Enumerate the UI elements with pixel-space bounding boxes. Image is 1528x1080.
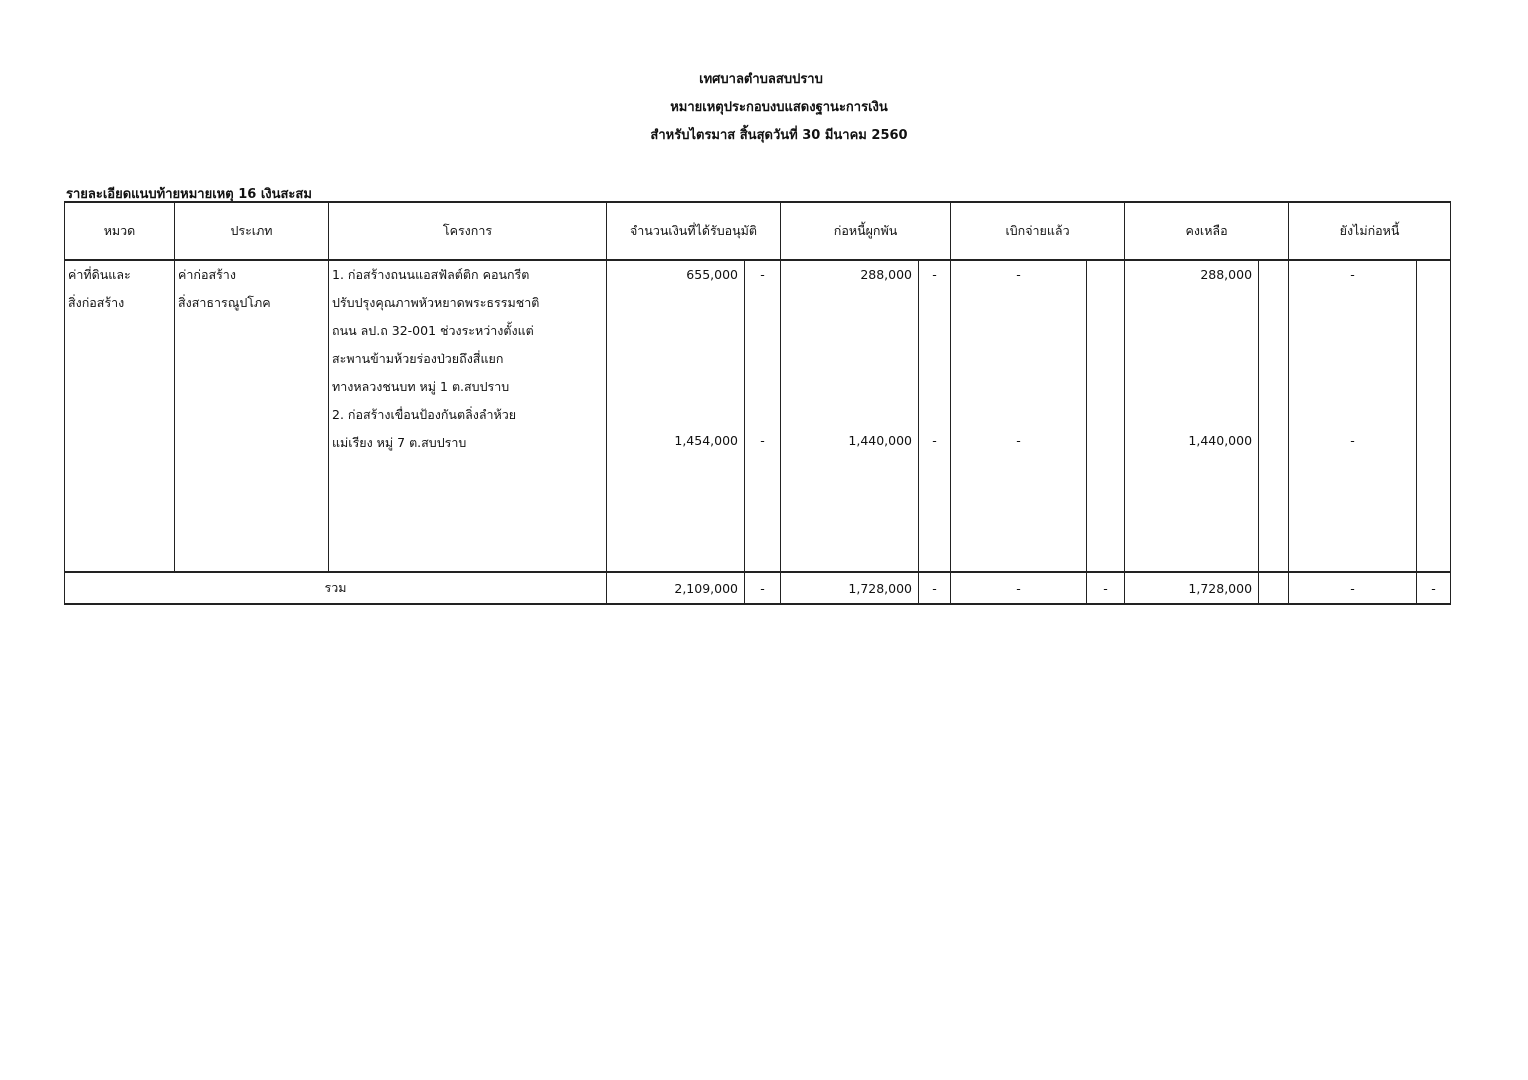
type-line: สิ่งสาธารณูปโภค (178, 295, 271, 310)
project-line: ทางหลวงชนบท หมู่ 1 ต.สบปราบ (332, 379, 510, 394)
type-line: ค่าก่อสร้าง (178, 267, 236, 282)
col-header-remaining: คงเหลือ (1125, 202, 1289, 260)
remaining-cell (1125, 260, 1259, 572)
committed-cell (781, 260, 919, 572)
project-line: แม่เรียง หมู่ 7 ต.สบปราบ (332, 435, 467, 450)
table-header-row (65, 202, 1451, 260)
project-cell (329, 260, 607, 572)
total-not-committed-sub: - (1417, 572, 1451, 604)
disbursed-cell (951, 260, 1087, 572)
spacer (951, 289, 1086, 427)
remaining-value-1: 288,000 (1200, 267, 1253, 282)
total-row (65, 572, 1451, 604)
total-committed-sub: - (919, 572, 951, 604)
spacer (919, 289, 950, 427)
approved-value-1: 655,000 (686, 267, 738, 282)
spacer (781, 289, 912, 427)
committed-value-1: 288,000 (860, 267, 913, 282)
col-header-approved: จำนวนเงินที่ได้รับอนุมัติ (607, 202, 781, 260)
budget-table (64, 201, 1451, 605)
project-line: 1. ก่อสร้างถนนแอสฟัลต์ติก คอนกรีต (332, 267, 530, 282)
total-remaining-sub (1259, 572, 1289, 604)
not-committed-sub-cell (1417, 260, 1451, 572)
col-header-type: ประเภท (175, 202, 329, 260)
spacer (607, 289, 738, 427)
committed-sub-value-1: - (932, 267, 937, 282)
disbursed-value-2: - (1016, 433, 1021, 448)
total-not-committed: - (1289, 572, 1417, 604)
not-committed-cell (1289, 260, 1417, 572)
spacer (1289, 289, 1416, 427)
total-approved-sub: - (745, 572, 781, 604)
total-label: รวม (65, 572, 607, 604)
not-committed-value-2: - (1350, 433, 1355, 448)
approved-cell (607, 260, 745, 572)
project-line: ปรับปรุงคุณภาพหัวหยาดพระธรรมชาติ (332, 295, 540, 310)
not-committed-value-1: - (1350, 267, 1355, 282)
disbursed-sub-cell (1087, 260, 1125, 572)
category-line: สิ่งก่อสร้าง (68, 295, 125, 310)
category-cell (65, 260, 175, 572)
project-line: ถนน ลป.ถ 32-001 ช่วงระหว่างตั้งแต่ (332, 323, 534, 338)
col-header-committed: ก่อหนี้ผูกพัน (781, 202, 951, 260)
spacer (1125, 289, 1252, 427)
col-header-disbursed: เบิกจ่ายแล้ว (951, 202, 1125, 260)
committed-sub-value-2: - (932, 433, 937, 448)
remaining-sub-cell (1259, 260, 1289, 572)
document-title: เทศบาลตำบลสบปราบ (699, 72, 823, 87)
remaining-value-2: 1,440,000 (1188, 433, 1253, 448)
project-line: 2. ก่อสร้างเขื่อนป้องกันตลิ่งลำห้วย (332, 407, 517, 422)
total-disbursed-sub: - (1087, 572, 1125, 604)
approved-sub-value-2: - (760, 433, 765, 448)
approved-sub-value-1: - (760, 267, 765, 282)
total-remaining: 1,728,000 (1125, 572, 1259, 604)
col-header-category: หมวด (65, 202, 175, 260)
document-period: สำหรับไตรมาส สิ้นสุดวันที่ 30 มีนาคม 2560 (650, 128, 908, 143)
document-subtitle: หมายเหตุประกอบงบแสดงฐานะการเงิน (670, 100, 888, 115)
detail-title: รายละเอียดแนบท้ายหมายเหตุ 16 เงินสะสม (66, 187, 312, 202)
spacer (745, 289, 780, 427)
table-row (65, 260, 1451, 572)
total-approved: 2,109,000 (607, 572, 745, 604)
disbursed-value-1: - (1016, 267, 1021, 282)
type-cell (175, 260, 329, 572)
project-line: สะพานข้ามห้วยร่องป่วยถึงสี่แยก (332, 351, 504, 366)
category-line: ค่าที่ดินและ (68, 267, 131, 282)
total-disbursed: - (951, 572, 1087, 604)
col-header-project: โครงการ (329, 202, 607, 260)
committed-sub-cell (919, 260, 951, 572)
total-committed: 1,728,000 (781, 572, 919, 604)
approved-value-2: 1,454,000 (674, 433, 738, 448)
col-header-not-committed: ยังไม่ก่อหนี้ (1289, 202, 1451, 260)
committed-value-2: 1,440,000 (848, 433, 913, 448)
approved-sub-cell (745, 260, 781, 572)
